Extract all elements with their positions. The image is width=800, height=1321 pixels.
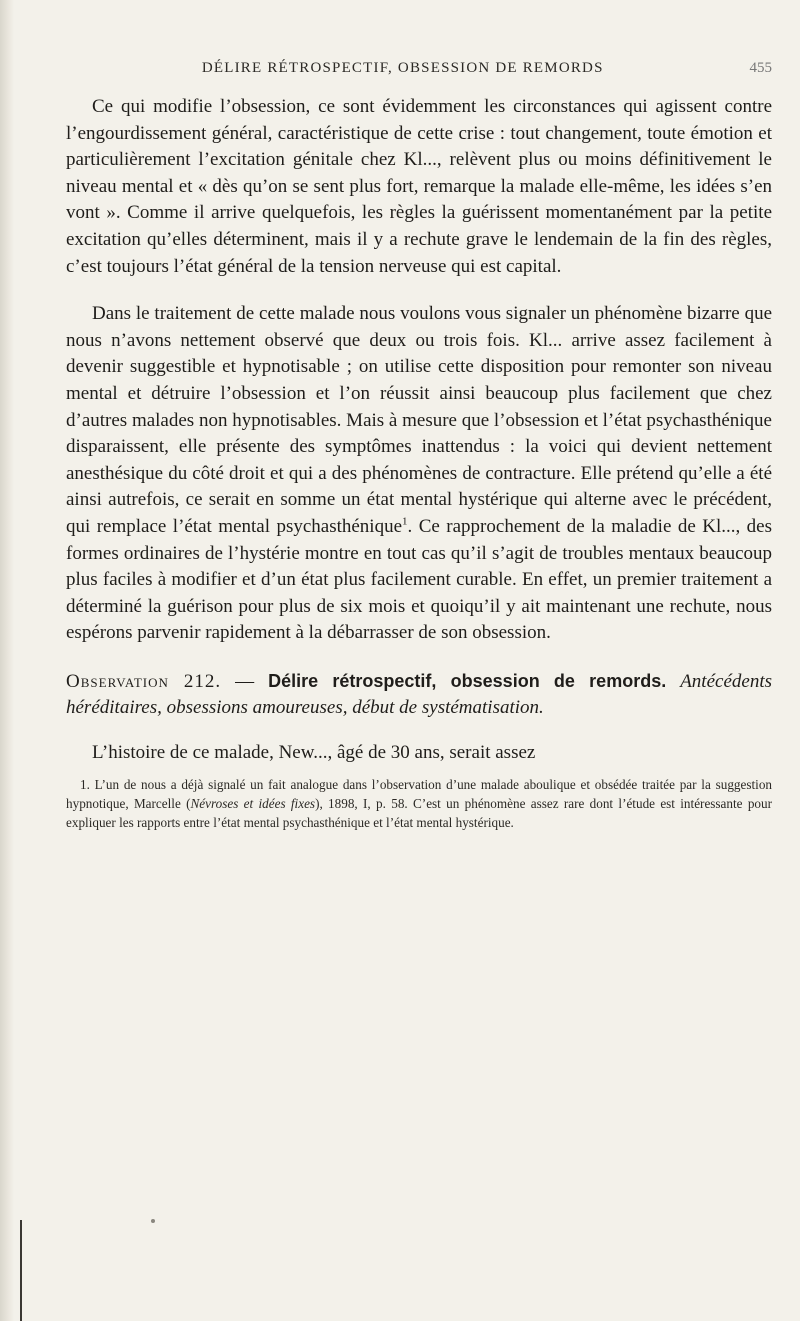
observation-label: Observation 212.: [66, 670, 222, 692]
ink-speck: [151, 1219, 155, 1223]
running-header: [96, 60, 772, 88]
observation-title: Délire rétrospectif, obsession de remords.: [268, 670, 667, 691]
footnote-text-a: L’un de nous a déjà signalé un fait analogue dans l’observation d’une malade aboulique et obsédée traitée par la suggestion hypnotique, Marcelle (: [66, 777, 773, 812]
footnote-italic-reference: Névroses et idées fixes: [190, 796, 316, 812]
footnote-marker: 1.: [80, 777, 90, 793]
binding-mark: [20, 1220, 22, 1321]
footnote-text-b: ), 1898, I, p. 58. C’est un phénomène assez rare dont l’étude est intéressante pour expliquer les rapports entre l’état mental psychasthénique et l’état mental hystérique.: [66, 796, 772, 830]
body-paragraph-2: [66, 301, 772, 647]
paragraph-2-text-b: . Ce rapprochement de la maladie de Kl..., des formes ordinaires de l’hystérie montre en tout cas qu’il s’agit de troubles mentaux beaucoup plus faciles à modifier et d’un état plus facilement curable. En effet, un premier traitement a déterminé la guérison pour plus de six mois et quoiqu’il y ait maintenant une rechute, nous espérons parvenir rapidement à la débarrasser de son obsession.: [66, 515, 772, 644]
body-paragraph-3: L’histoire de ce malade, New..., âgé de 30 ans, serait assez: [92, 741, 536, 763]
page-number: 455: [749, 60, 772, 76]
body-paragraph-1: Ce qui modifie l’obsession, ce sont évidemment les circonstances qui agissent contre l’engourdissement général, caractéristique de cette crise : tout changement, toute émotion et particulièrement l’excitation génitale chez Kl..., relèvent plus ou moins définitivement le niveau mental et « dès qu’on se sent plus fort, remarque la malade elle-même, les idées s’en vont ». Comme il arrive quelquefois, les règles la guérissent momentanément par la petite excitation qu’elles déterminent, mais il y a rechute grave le lendemain de la fin des règles, c’est toujours l’état général de la tension nerveuse qui est capital.: [66, 96, 772, 277]
running-title: DÉLIRE RÉTROSPECTIF, OBSESSION DE REMORDS: [201, 60, 604, 76]
footnote-reference: 1: [402, 515, 408, 528]
observation-heading: [66, 668, 772, 721]
footnote: [66, 776, 772, 832]
page-gutter-shadow: [0, 0, 14, 1321]
paragraph-2-text-a: Dans le traitement de cette malade nous voulons vous signaler un phénomène bizarre que nous n’avons nettement observé que deux ou trois fois. Kl... arrive assez facilement à devenir suggestible et hypnotisable ; on utilise cette disposition pour remonter son niveau mental et détruire l’obsession et l’on réussit ainsi beaucoup plus facilement que chez d’autres malades non hypnotisables. Mais à mesure que l’obsession et l’état psychasthénique disparaissent, elle présente des symptômes inattendus : la voici qui devient nettement anesthésique du côté droit et qui a des phénomènes de contracture. Elle prétend qu’elle a été ainsi autrefois, ce serait en somme un état mental hystérique qui alterne avec le précédent, qui remplace l’état mental psychasthénique: [66, 303, 772, 537]
observation-dash: —: [221, 670, 269, 692]
observation-subtitle: Antécédents héréditaires, obsessions amoureuses, début de systématisation.: [66, 670, 772, 718]
page-content: [66, 60, 772, 845]
